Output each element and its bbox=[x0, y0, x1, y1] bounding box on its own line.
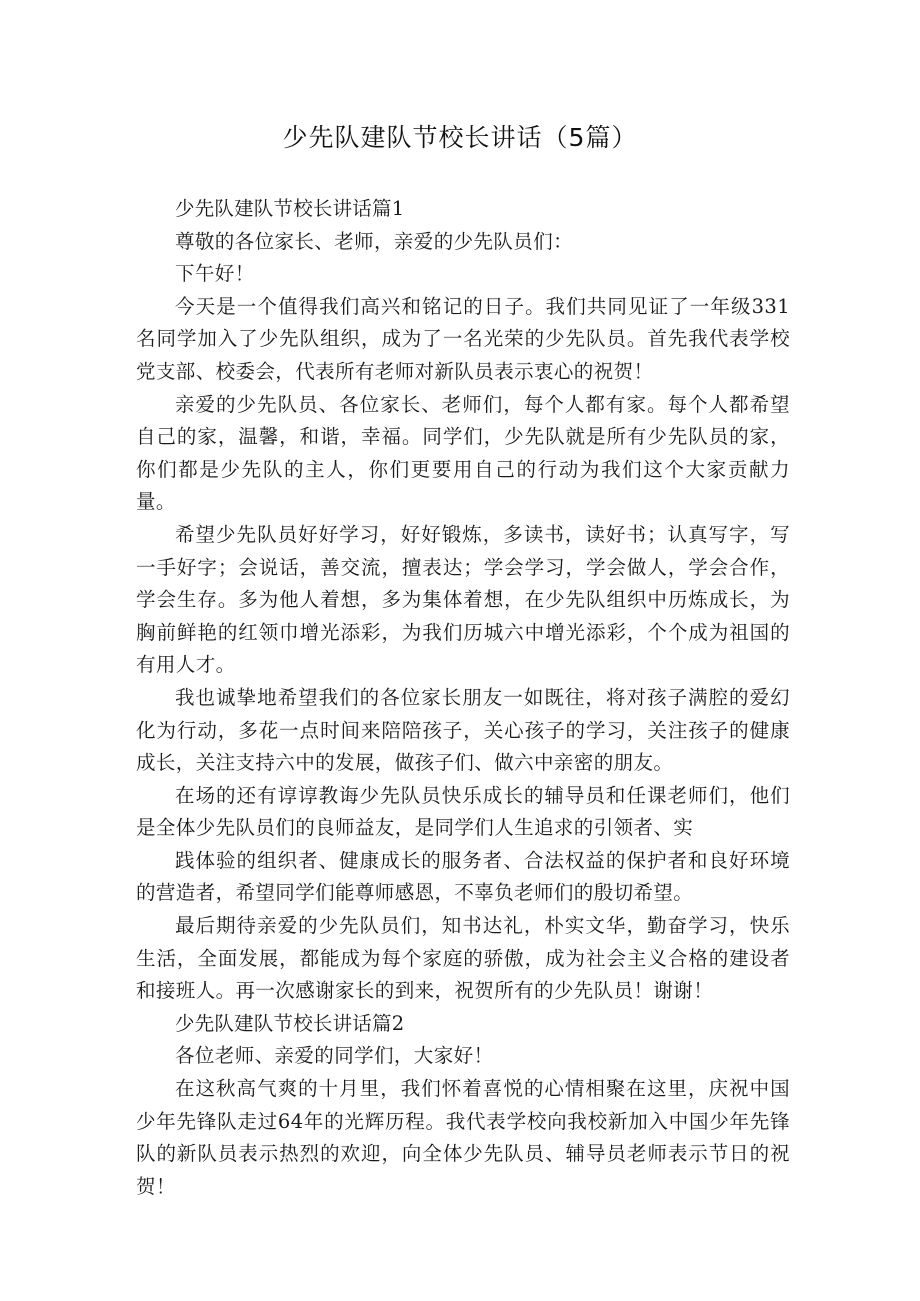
greeting: 各位老师、亲爱的同学们，大家好！ bbox=[175, 1044, 494, 1068]
salutation: 尊敬的各位家长、老师，亲爱的少先队员们： bbox=[175, 229, 574, 253]
paragraph: 在这秋高气爽的十月里，我们怀着喜悦的心情相聚在这里，庆祝中国少年先锋队走过64年的光辉历程。我代表学校向我校新加入中国少年先锋队的新队员表示热烈的欢迎，向全体少先队员、辅导员老师表示节日的祝贺！ bbox=[136, 1077, 790, 1198]
paragraph: 希望少先队员好好学习，好好锻炼，多读书，读好书；认真写字，写一手好字；会说话，善交流，擅表达；学会学习，学会做人，学会合作，学会生存。多为他人着想，多为集体着想，在少先队组织中历炼成长，为胸前鲜艳的红领巾增光添彩，为我们历城六中增光添彩，个个成为祖国的有用人才。 bbox=[136, 522, 790, 677]
section-heading-2: 少先队建队节校长讲话篇2 bbox=[175, 1011, 405, 1035]
paragraph: 在场的还有谆谆教诲少先队员快乐成长的辅导员和任课老师们，他们是全体少先队员们的良师益友，是同学们人生追求的引领者、实 bbox=[136, 783, 790, 840]
paragraph: 亲爱的少先队员、各位家长、老师们，每个人都有家。每个人都希望自己的家，温馨，和谐，幸福。同学们，少先队就是所有少先队员的家，你们都是少先队的主人，你们更要用自己的行动为我们这个大家贡献力量。 bbox=[136, 392, 790, 514]
paragraph: 最后期待亲爱的少先队员们，知书达礼，朴实文华，勤奋学习，快乐生活，全面发展，都能成为每个家庭的骄傲，成为社会主义合格的建设者和接班人。再一次感谢家长的到来，祝贺所有的少先队员！谢谢！ bbox=[136, 914, 790, 1003]
section-heading-1: 少先队建队节校长讲话篇1 bbox=[175, 197, 405, 220]
paragraph: 践体验的组织者、健康成长的服务者、合法权益的保护者和良好环境的营造者，希望同学们能尊师感恩，不辜负老师们的殷切希望。 bbox=[136, 848, 790, 905]
document-title: 少先队建队节校长讲话（5篇） bbox=[282, 123, 638, 152]
document-body bbox=[136, 193, 790, 1203]
paragraph: 今天是一个值得我们高兴和铭记的日子。我们共同见证了一年级331名同学加入了少先队组织，成为了一名光荣的少先队员。首先我代表学校党支部、校委会，代表所有老师对新队员表示衷心的祝贺！ bbox=[136, 294, 790, 383]
greeting: 下午好！ bbox=[175, 262, 255, 286]
paragraph: 我也诚挚地希望我们的各位家长朋友一如既往，将对孩子满腔的爱幻化为行动，多花一点时间来陪陪孩子，关心孩子的学习，关注孩子的健康成长，关注支持六中的发展，做孩子们、做六中亲密的朋友。 bbox=[136, 685, 790, 775]
